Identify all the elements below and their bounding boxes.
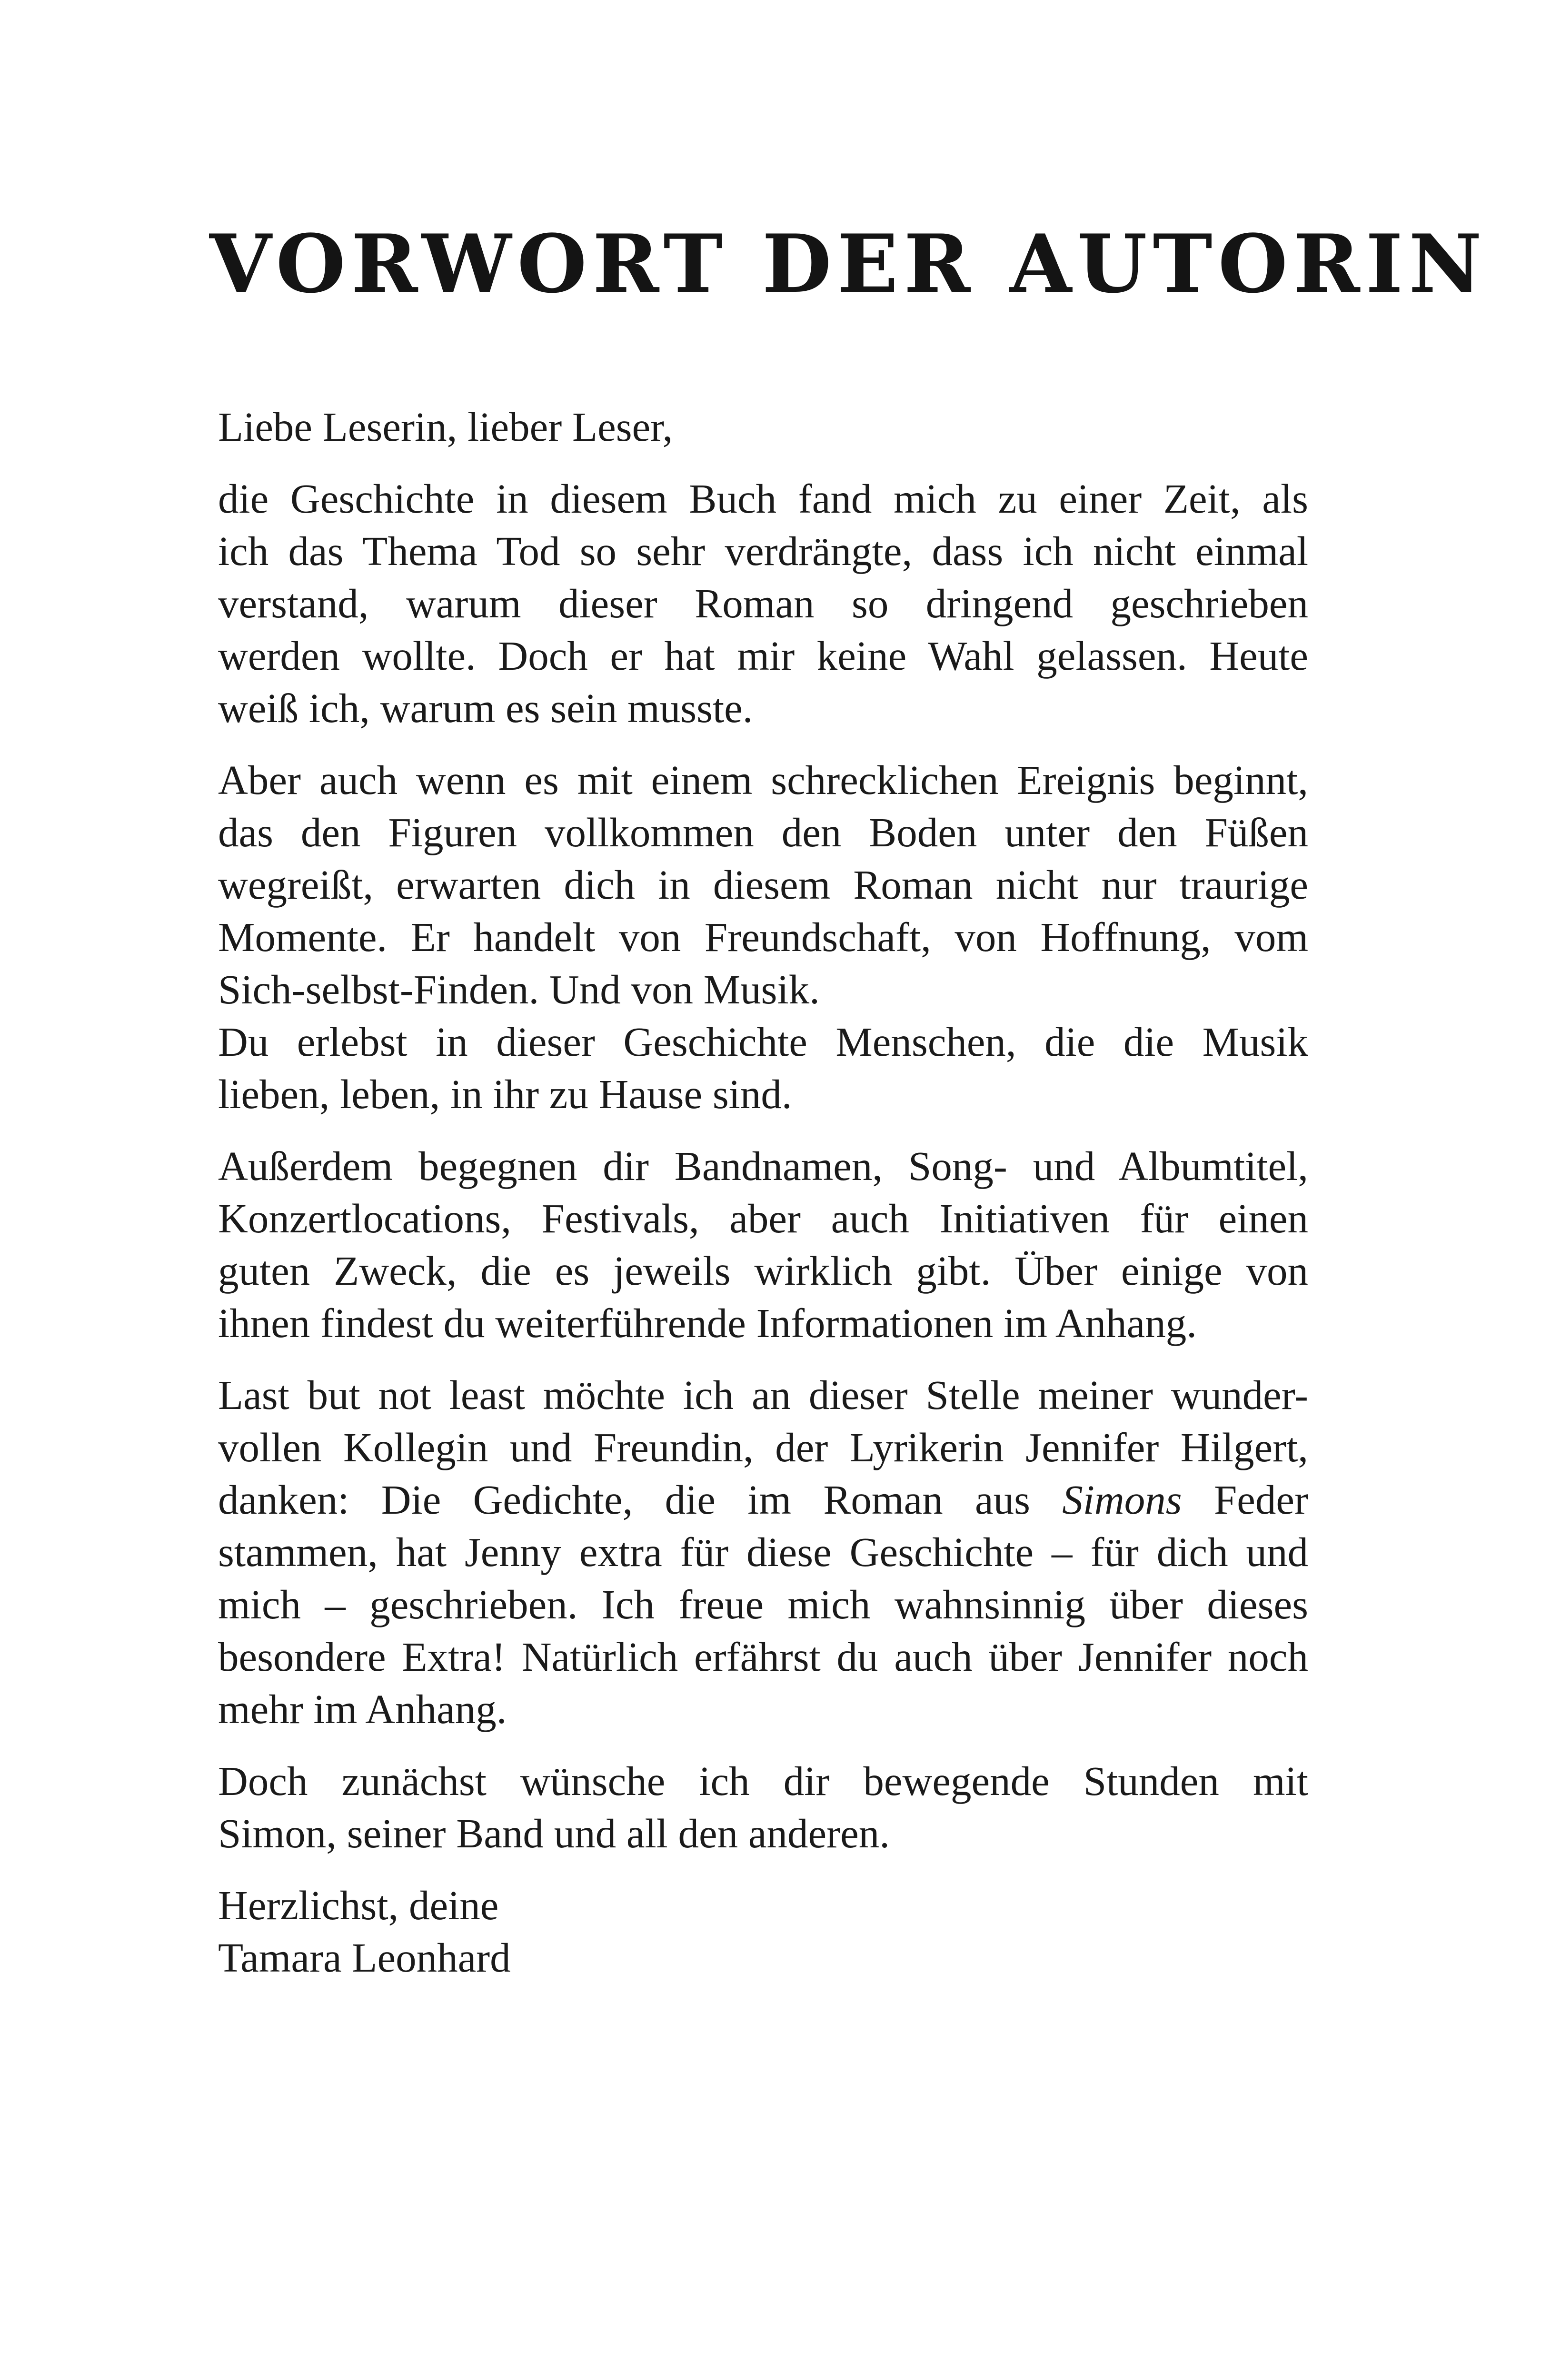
text-line: weiß ich, warum es sein musste. bbox=[218, 685, 753, 731]
text-line: mehr im Anhang. bbox=[218, 1686, 507, 1732]
text-line: ich das Thema Tod so sehr verdrängte, dass ich nicht einmal bbox=[218, 528, 1308, 574]
text-line: guten Zweck, die es jeweils wirklich gibt. Über einige von bbox=[218, 1248, 1308, 1294]
text-line: besondere Extra! Natürlich erfährst du auch über Jennifer noch bbox=[218, 1634, 1308, 1680]
paragraph-4 bbox=[218, 1369, 1308, 1735]
text-line: werden wollte. Doch er hat mir keine Wahl gelassen. Heute bbox=[218, 633, 1308, 679]
page-title: VORWORT DER AUTORIN bbox=[209, 217, 1488, 311]
paragraph-3 bbox=[218, 1140, 1308, 1349]
closing-line: Herzlichst, deine bbox=[218, 1882, 499, 1928]
text-line: ihnen findest du weiterführende Informationen im Anhang. bbox=[218, 1300, 1197, 1346]
text-line: lieben, leben, in ihr zu Hause sind. bbox=[218, 1071, 792, 1117]
text-line: das den Figuren vollkommen den Boden unter den Füßen bbox=[218, 809, 1308, 855]
text-line: Momente. Er handelt von Freundschaft, von Hoffnung, vom bbox=[218, 914, 1308, 960]
text-line: Du erlebst in dieser Geschichte Menschen, die die Musik bbox=[218, 1019, 1308, 1065]
italic-name: Simons bbox=[1062, 1477, 1182, 1523]
text-segment: danken: Die Gedichte, die im Roman aus bbox=[218, 1477, 1063, 1523]
greeting bbox=[218, 401, 1308, 453]
text-line: Simon, seiner Band und all den anderen. bbox=[218, 1810, 890, 1856]
text-line: vollen Kollegin und Freundin, der Lyrikerin Jennifer Hilgert, bbox=[218, 1424, 1308, 1470]
text-line: Last but not least möchte ich an dieser Stelle meiner wunder- bbox=[218, 1372, 1308, 1418]
text-segment: Feder bbox=[1182, 1477, 1308, 1523]
text-line-with-italic bbox=[218, 1474, 1308, 1526]
sign-off bbox=[218, 1879, 1308, 1984]
text-line: Aber auch wenn es mit einem schrecklichen Ereignis beginnt, bbox=[218, 757, 1308, 803]
text-line: Konzertlocations, Festivals, aber auch Initiativen für einen bbox=[218, 1195, 1308, 1241]
paragraph-2 bbox=[218, 754, 1308, 1121]
author-signature: Tamara Leonhard bbox=[218, 1934, 511, 1981]
text-line: Außerdem begegnen dir Bandnamen, Song- und Albumtitel, bbox=[218, 1143, 1308, 1189]
text-line: die Geschichte in diesem Buch fand mich zu einer Zeit, als bbox=[218, 476, 1308, 522]
text-line: Sich-selbst-Finden. Und von Musik. bbox=[218, 966, 820, 1012]
foreword-body bbox=[218, 401, 1308, 2003]
greeting-line: Liebe Leserin, lieber Leser, bbox=[218, 404, 673, 450]
paragraph-1 bbox=[218, 473, 1308, 734]
text-line: stammen, hat Jenny extra für diese Geschichte – für dich und bbox=[218, 1529, 1308, 1575]
text-line: mich – geschrieben. Ich freue mich wahnsinnig über dieses bbox=[218, 1581, 1308, 1627]
text-line: verstand, warum dieser Roman so dringend geschrieben bbox=[218, 580, 1308, 626]
text-line: wegreißt, erwarten dich in diesem Roman nicht nur traurige bbox=[218, 862, 1308, 908]
text-line: Doch zunächst wünsche ich dir bewegende Stunden mit bbox=[218, 1758, 1308, 1804]
paragraph-5 bbox=[218, 1755, 1308, 1860]
